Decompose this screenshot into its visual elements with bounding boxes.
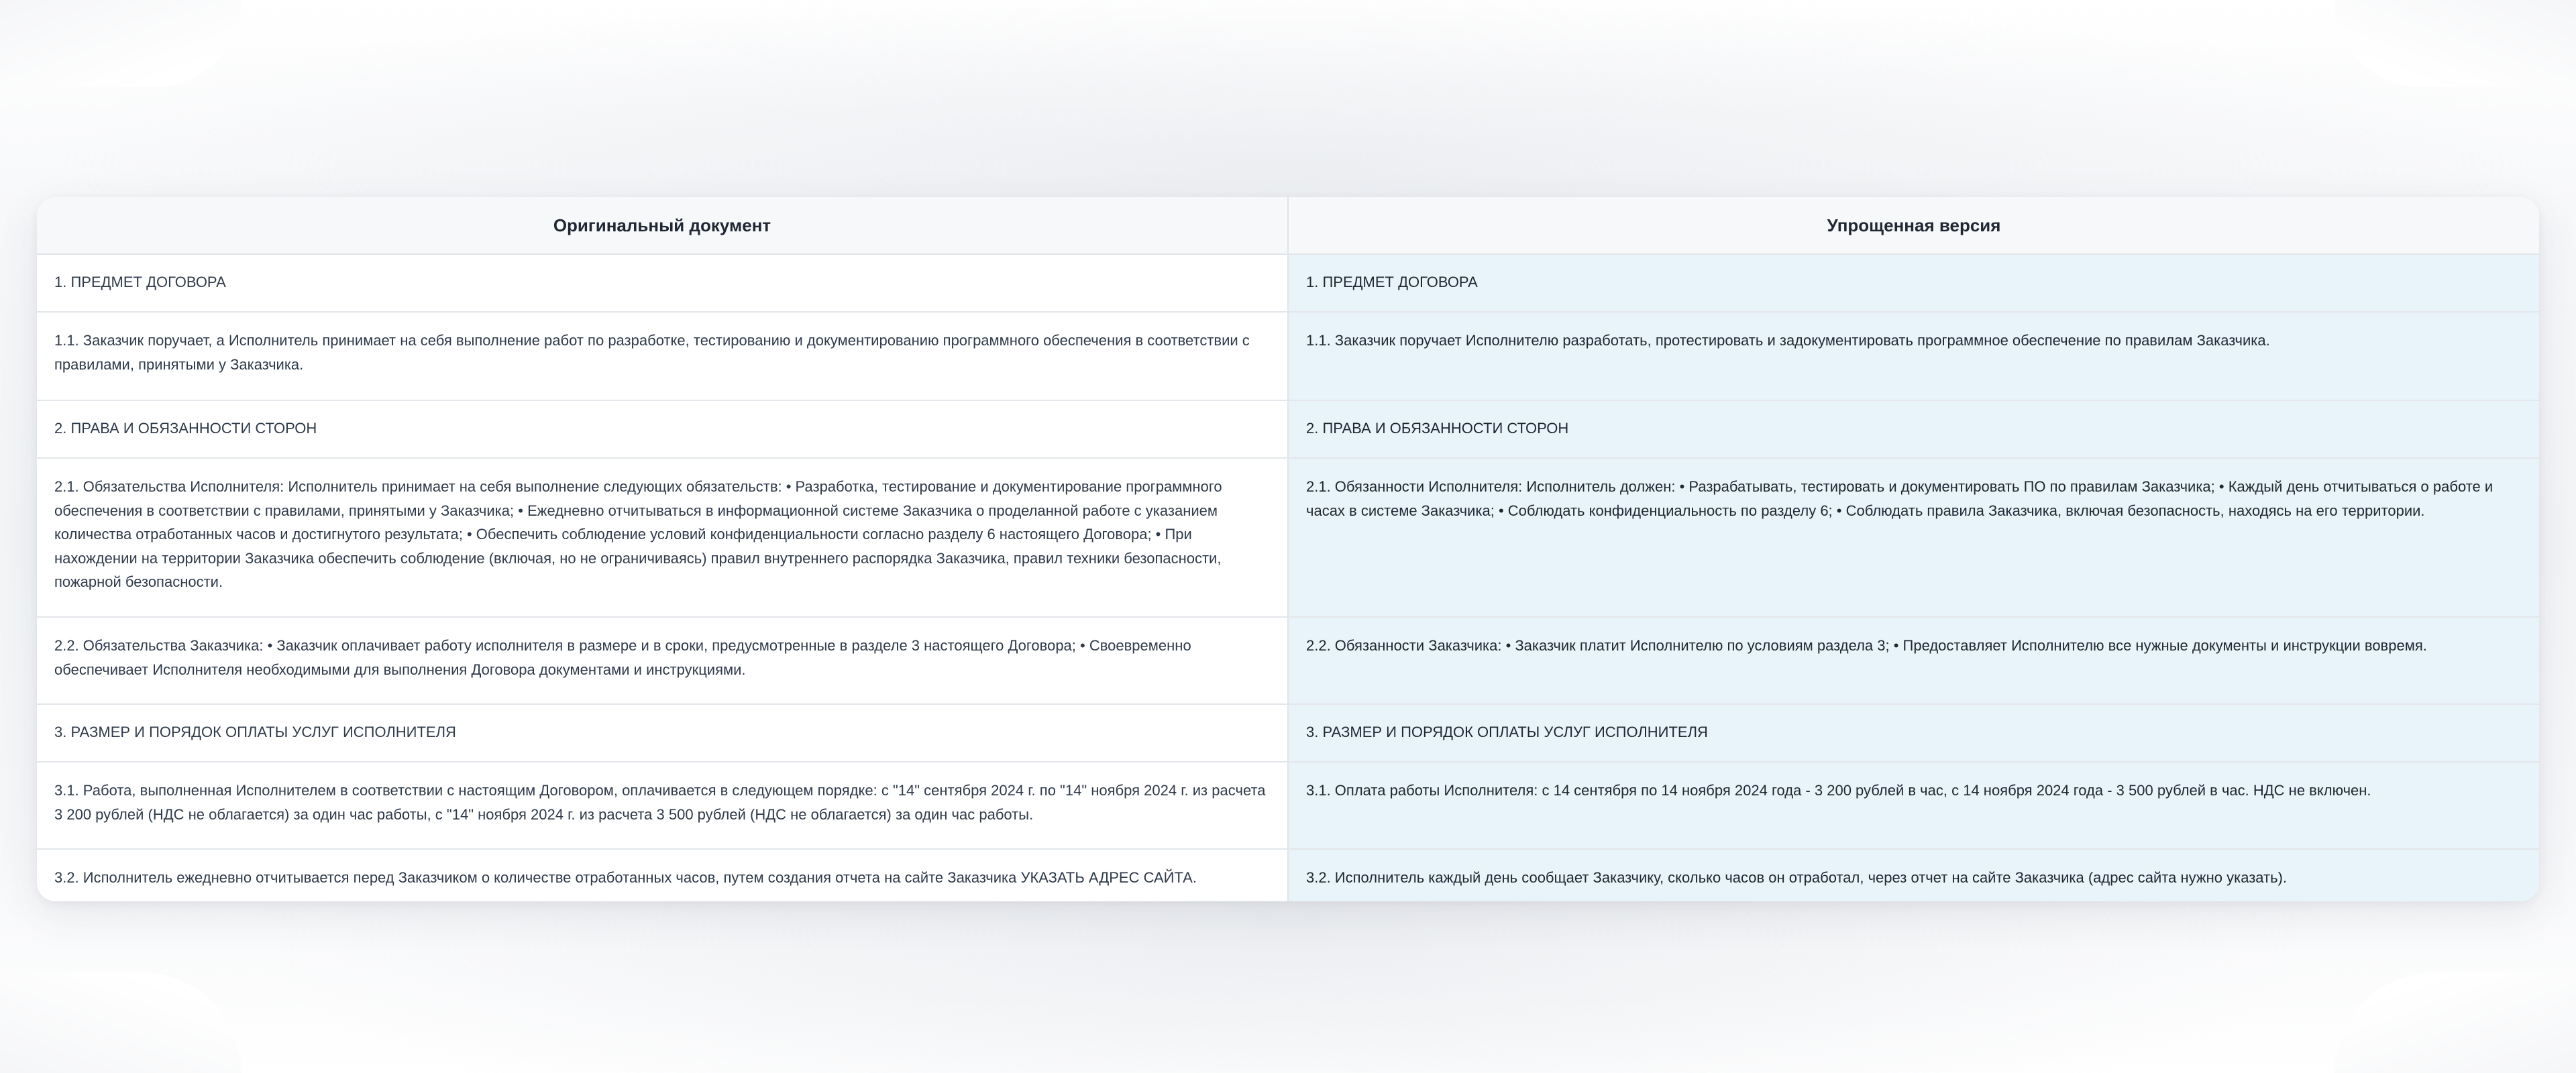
table-header-row xyxy=(37,197,2539,254)
original-cell: 3.1. Работа, выполненная Исполнителем в соответствии с настоящим Договором, оплачивается в следующем порядке: с "14" сентября 2024 г. по "14" ноября 2024 г. из расчета 3 200 рублей (НДС не облагается) за один час работы, с "14" ноября 2024 г. из расчета 3 500 рублей (НДС не облагается) за один час работы. xyxy=(37,762,1288,849)
header-original-document: Оригинальный документ xyxy=(37,197,1288,254)
table-row xyxy=(37,458,2539,617)
original-cell: 1.1. Заказчик поручает, а Исполнитель принимает на себя выполнение работ по разработке, тестированию и документированию программного обеспечения в соответствии с правилами, принятыми у Заказчика. xyxy=(37,312,1288,400)
header-simplified-version: Упрощенная версия xyxy=(1288,197,2539,254)
simplified-cell: 1.1. Заказчик поручает Исполнителю разработать, протестировать и задокументировать программное обеспечение по правилам Заказчика. xyxy=(1288,312,2539,400)
original-cell: 3.2. Исполнитель ежедневно отчитывается перед Заказчиком о количестве отработанных часов, путем создания отчета на сайте Заказчика УКАЗАТЬ АДРЕС САЙТА. xyxy=(37,849,1288,901)
original-cell: 1. ПРЕДМЕТ ДОГОВОРА xyxy=(37,254,1288,312)
comparison-card xyxy=(37,197,2539,901)
simplified-cell: 3.2. Исполнитель каждый день сообщает Заказчику, сколько часов он отработал, через отчет на сайте Заказчика (адрес сайта нужно указать). xyxy=(1288,849,2539,901)
table-row xyxy=(37,400,2539,458)
simplified-cell: 2.1. Обязанности Исполнителя: Исполнитель должен: • Разрабатывать, тестировать и документировать ПО по правилам Заказчика; • Каждый день отчитываться о работе и часах в системе Заказчика; • Соблюдать конфиденциальность по разделу 6; • Соблюдать правила Заказчика, включая безопасность, находясь на его территории. xyxy=(1288,458,2539,617)
comparison-table xyxy=(37,197,2539,901)
simplified-cell: 1. ПРЕДМЕТ ДОГОВОРА xyxy=(1288,254,2539,312)
table-row xyxy=(37,704,2539,762)
original-cell: 2. ПРАВА И ОБЯЗАННОСТИ СТОРОН xyxy=(37,400,1288,458)
simplified-cell: 3.1. Оплата работы Исполнителя: с 14 сентября по 14 ноября 2024 года - 3 200 рублей в час, с 14 ноября 2024 года - 3 500 рублей в час. НДС не включен. xyxy=(1288,762,2539,849)
background-decoration-bottom-left xyxy=(0,972,241,1073)
table-row xyxy=(37,849,2539,901)
table-row xyxy=(37,617,2539,704)
simplified-cell: 2. ПРАВА И ОБЯЗАННОСТИ СТОРОН xyxy=(1288,400,2539,458)
original-cell: 2.1. Обязательства Исполнителя: Исполнитель принимает на себя выполнение следующих обязательств: • Разработка, тестирование и документирование программного обеспечения в соответствии с правилами, принятыми у Заказчика; • Ежедневно отчитываться в информационной системе Заказчика о проделанной работе с указанием количества отработанных часов и достигнутого результата; • Обеспечить соблюдение условий конфиденциальности согласно разделу 6 настоящего Договора; • При нахождении на территории Заказчика обеспечить соблюдение (включая, но не ограничиваясь) правил внутреннего распорядка Заказчика, правил техники безопасности, пожарной безопасности. xyxy=(37,458,1288,617)
simplified-cell: 3. РАЗМЕР И ПОРЯДОК ОПЛАТЫ УСЛУГ ИСПОЛНИТЕЛЯ xyxy=(1288,704,2539,762)
table-row xyxy=(37,762,2539,849)
background-decoration-top-left xyxy=(0,0,241,87)
original-cell: 3. РАЗМЕР И ПОРЯДОК ОПЛАТЫ УСЛУГ ИСПОЛНИТЕЛЯ xyxy=(37,704,1288,762)
table-row xyxy=(37,254,2539,312)
table-row xyxy=(37,312,2539,400)
original-cell: 2.2. Обязательства Заказчика: • Заказчик оплачивает работу исполнителя в размере и в сроки, предусмотренные в разделе 3 настоящего Договора; • Своевременно обеспечивает Исполнителя необходимыми для выполнения Договора документами и инструкциями. xyxy=(37,617,1288,704)
background-decoration-bottom-right xyxy=(2334,972,2576,1073)
background-decoration-top-right xyxy=(2334,0,2576,87)
simplified-cell: 2.2. Обязанности Заказчика: • Заказчик платит Исполнителю по условиям раздела 3; • Предоставляет Исполнителю все нужные документы и инструкции вовремя. xyxy=(1288,617,2539,704)
